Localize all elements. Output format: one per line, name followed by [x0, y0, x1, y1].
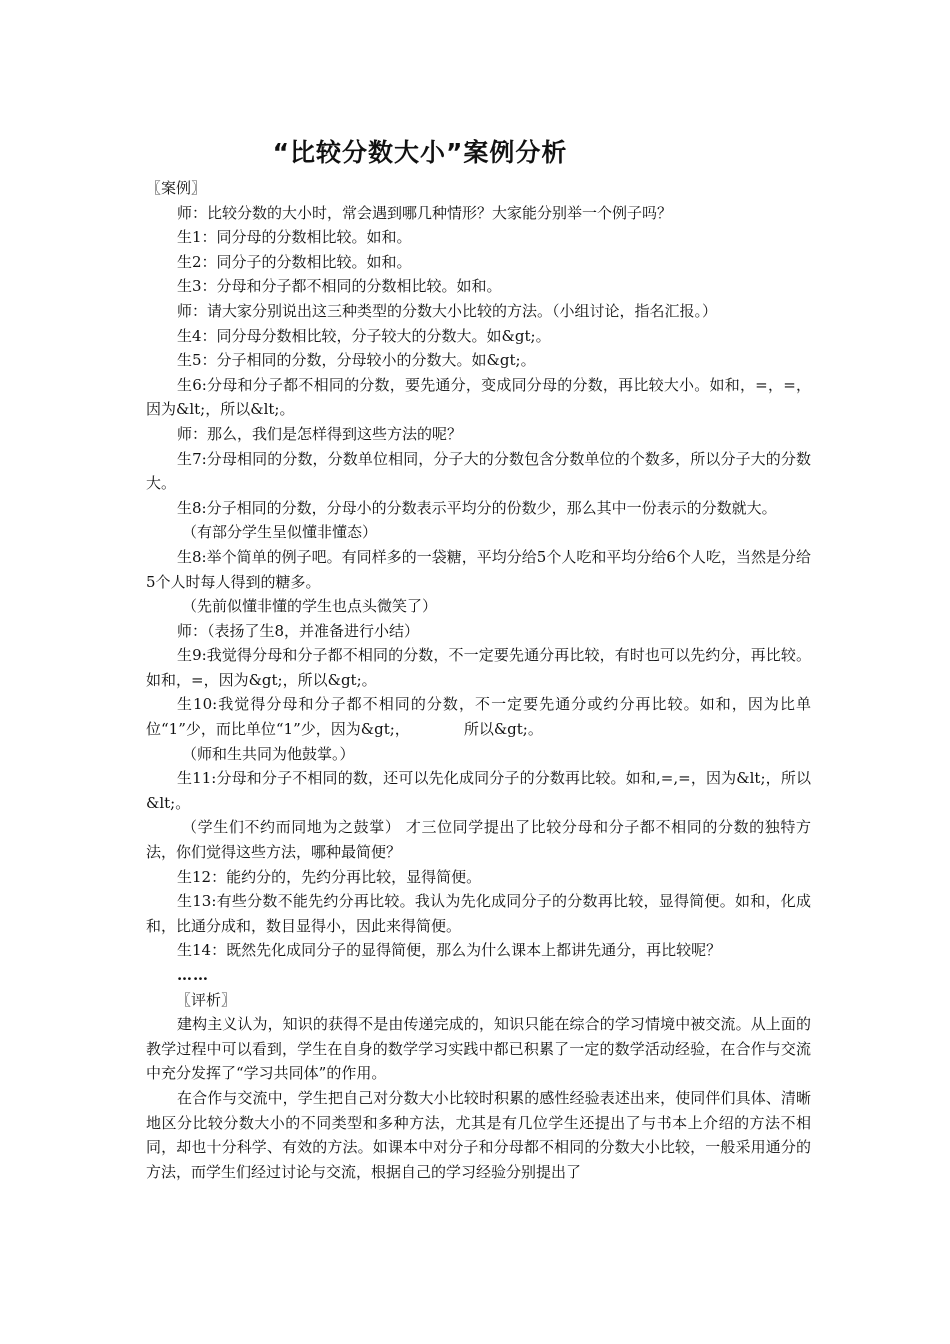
review-paragraph: 建构主义认为，知识的获得不是由传递完成的，知识只能在综合的学习情境中被交流。从上面的教学过程中可以看到，学生在自身的数学学习实践中都已积累了一定的数学活动经验，在合作与交流中充分发挥了“学习共同体”的作用。 — [146, 1015, 811, 1083]
dialogue-line: 生13:有些分数不能先约分再比较。我认为先化成同分子的分数再比较，显得简便。如和，化成和，比通分成和，数目显得小，因此来得简便。 — [146, 892, 811, 935]
review-paragraph: 在合作与交流中，学生把自己对分数大小比较时积累的感性经验表述出来，使同伴们具体、清晰地区分比较分数大小的不同类型和多种方法，尤其是有几位学生还提出了与书本上介绍的方法不相同，却也十分科学、有效的方法。如课本中对分子和分母都不相同的分数大小比较，一般采用通分的方法，而学生们经过讨论与交流，根据自己的学习经验分别提出了 — [146, 1088, 811, 1181]
dialogue-line: 生11:分母和分子不相同的数，还可以先化成同分子的分数再比较。如和,=,=，因为&lt;，所以&lt;。 — [146, 769, 811, 812]
dialogue-line: 生1：同分母的分数相比较。如和。 — [177, 228, 412, 247]
dialogue-line: 师：比较分数的大小时，常会遇到哪几种情形？大家能分别举一个例子吗？ — [177, 203, 673, 222]
stage-note: （有部分学生呈似懂非懂态） — [182, 523, 378, 542]
stage-note: （先前似懂非懂的学生也点头微笑了） — [182, 597, 438, 616]
dialogue-line: 师：（表扬了生8，并准备进行小结） — [177, 621, 420, 640]
dialogue-line: 生2：同分子的分数相比较。如和。 — [177, 252, 412, 271]
s10-part1: 生10:我觉得分母和分子都不相同的分数，不一定要先通分或约分再比较。如和，因为比单位“1”少，而比单位“1”少，因为&gt;， — [146, 695, 811, 739]
s10-part2: 所以&gt;。 — [463, 720, 543, 739]
stage-note: （学生们不约而同地为之鼓掌） 才三位同学提出了比较分母和分子都不相同的分数的独特方法，你们觉得这些方法，哪种最简便？ — [146, 818, 811, 862]
review-heading: 〖评析〗 — [176, 990, 237, 1009]
dialogue-line: 生9:我觉得分母和分子都不相同的分数，不一定要先通分再比较，有时也可以先约分，再比较。如和，=，因为&gt;，所以&gt;。 — [146, 646, 811, 689]
dialogue-line: 生14：既然先化成同分子的显得简便，那么为什么课本上都讲先通分，再比较呢？ — [177, 941, 722, 960]
dialogue-line: 生3：分母和分子都不相同的分数相比较。如和。 — [177, 277, 502, 296]
dialogue-line: 生6:分母和分子都不相同的分数，要先通分，变成同分母的分数，再比较大小。如和，=，=，因为&lt;，所以&lt;。 — [146, 375, 811, 419]
dialogue-line: 生8:举个简单的例子吧。有同样多的一袋糖，平均分给5个人吃和平均分给6个人吃，当然是分给5个人时每人得到的糖多。 — [146, 547, 811, 591]
case-heading: 〖案例〗 — [146, 179, 207, 197]
dialogue-line: 生5：分子相同的分数，分母较小的分数大。如&gt;。 — [177, 351, 536, 370]
stage-note: （师和生共同为他鼓掌。） — [182, 744, 355, 763]
dialogue-line: 生4：同分母分数相比较，分子较大的分数大。如&gt;。 — [177, 326, 551, 345]
dialogue-line — [146, 692, 811, 741]
dialogue-line: 生7:分母相同的分数，分数单位相同，分子大的分数包含分数单位的个数多，所以分子大的分数大。 — [146, 449, 811, 493]
document-body — [146, 176, 811, 1184]
dialogue-line: 生8:分子相同的分数，分母小的分数表示平均分的份数少，那么其中一份表示的分数就大。 — [177, 498, 777, 517]
document-title: “比较分数大小”案例分析 — [272, 138, 568, 167]
dialogue-line: 生12：能约分的，先约分再比较，显得简便。 — [177, 867, 482, 886]
dialogue-line: 师：那么，我们是怎样得到这些方法的呢？ — [177, 424, 463, 443]
dialogue-line: 师：请大家分别说出这三种类型的分数大小比较的方法。（小组讨论，指名汇报。） — [177, 301, 718, 320]
ellipsis: …… — [177, 966, 209, 984]
